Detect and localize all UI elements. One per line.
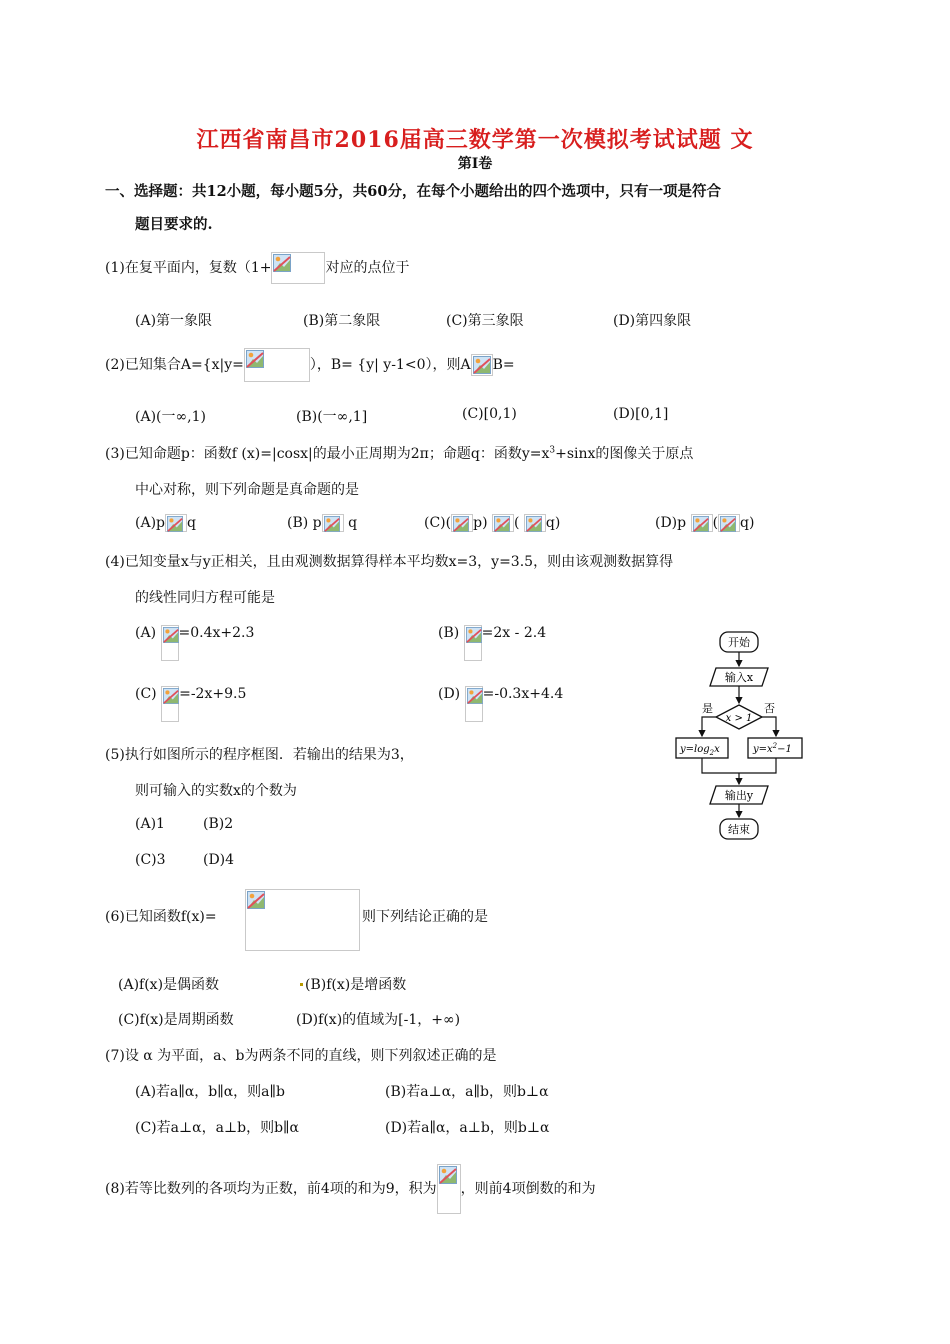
stray-dot bbox=[300, 983, 303, 986]
flow-right-label: $y=x^2-1$ bbox=[753, 742, 792, 755]
q2-stem-b: ），B= {y| y-1<0），则A bbox=[309, 357, 471, 373]
q2-option-a: (A)(一∞,1) bbox=[135, 409, 206, 425]
q3-optd-a: (D)p bbox=[655, 515, 691, 531]
q4-option-b bbox=[438, 625, 546, 661]
y-hat-icon bbox=[465, 686, 483, 722]
q1-option-b: (B)第二象限 bbox=[303, 313, 381, 329]
q3-exponent: 3 bbox=[549, 445, 556, 456]
q6-option-d: (D)f(x)的值域为[-1，+∞) bbox=[296, 1012, 461, 1028]
q6-option-b: (B)f(x)是增函数 bbox=[305, 977, 407, 993]
q7-option-b: (B)若a⊥α，a∥b，则b⊥α bbox=[385, 1084, 549, 1100]
q7-option-d: (D)若a∥α，a⊥b，则b⊥α bbox=[385, 1120, 550, 1136]
q1-option-c: (C)第三象限 bbox=[446, 313, 524, 329]
question-6-stem-b: 则下列结论正确的是 bbox=[362, 909, 488, 925]
question-2 bbox=[105, 348, 515, 382]
logic-symbol-icon bbox=[691, 514, 713, 532]
y-hat-icon bbox=[464, 625, 482, 661]
q1-stem-b: 对应的点位于 bbox=[325, 260, 410, 276]
q3-optc-c: ( bbox=[513, 515, 524, 531]
q6-option-a: (A)f(x)是偶函数 bbox=[118, 977, 220, 993]
y-hat-icon bbox=[161, 625, 179, 661]
q5-option-a: (A)1 bbox=[135, 816, 165, 832]
question-4-cont: 的线性同归方程可能是 bbox=[135, 590, 275, 606]
q3-optd-b: ( bbox=[712, 515, 719, 531]
q3-opta-b: q bbox=[187, 515, 196, 531]
section-heading-cont: 题目要求的. bbox=[135, 216, 213, 233]
question-8 bbox=[105, 1164, 596, 1214]
q4-optd-eq: =-0.3x+4.4 bbox=[482, 686, 564, 702]
question-4: (4)已知变量x与y正相关，且由观测数据算得样本平均数x=3，y=3.5，则由该观测数据算得 bbox=[105, 554, 674, 570]
logic-symbol-icon bbox=[718, 514, 740, 532]
question-3-cont: 中心对称，则下列命题是真命题的是 bbox=[135, 482, 359, 498]
q4-optb-label: (B) bbox=[438, 625, 460, 641]
flow-input-label: 输入x bbox=[724, 671, 754, 684]
program-flowchart bbox=[672, 628, 808, 842]
flow-no-label: 否 bbox=[764, 702, 775, 715]
q2-stem-a: (2)已知集合A={x|y= bbox=[105, 357, 244, 373]
q4-opta-label: (A) bbox=[135, 625, 157, 641]
q3-optc-a: (C)( bbox=[424, 515, 452, 531]
q4-opta-eq: =0.4x+2.3 bbox=[178, 625, 255, 641]
page-title: 江西省南昌市2016届高三数学第一次模拟考试试题 文 bbox=[196, 127, 754, 153]
flow-decision-label: x > 1 bbox=[725, 713, 753, 724]
q4-optb-eq: =2x - 2.4 bbox=[481, 625, 547, 641]
q4-optc-eq: =-2x+9.5 bbox=[179, 686, 247, 702]
q1-option-d: (D)第四象限 bbox=[613, 313, 692, 329]
q2-option-c: (C)[0,1) bbox=[462, 406, 517, 422]
flow-output-label: 输出y bbox=[724, 789, 754, 802]
flow-start-label: 开始 bbox=[728, 636, 750, 649]
q3-optb-a: (B) p bbox=[287, 515, 322, 531]
section-subtitle: 第Ⅰ卷 bbox=[457, 156, 493, 172]
flow-yes-label: 是 bbox=[702, 702, 713, 715]
q1-stem-a: (1)在复平面内，复数（1+ bbox=[105, 260, 272, 276]
logic-symbol-icon bbox=[492, 514, 514, 532]
q5-option-b: (B)2 bbox=[203, 816, 234, 832]
q6-option-c: (C)f(x)是周期函数 bbox=[118, 1012, 234, 1028]
q3-optb-b: q bbox=[343, 515, 358, 531]
q3-line1-b: +sinx的图像关于原点 bbox=[555, 446, 694, 462]
question-7: (7)设 α 为平面，a、b为两条不同的直线，则下列叙述正确的是 bbox=[105, 1048, 497, 1064]
section-heading: 一、选择题：共12小题，每小题5分，共60分，在每个小题给出的四个选项中，只有一项是符合 bbox=[105, 183, 721, 200]
question-5-cont: 则可输入的实数x的个数为 bbox=[135, 783, 297, 799]
q7-option-a: (A)若a∥α，b∥α，则a∥b bbox=[135, 1084, 285, 1100]
q3-option-b bbox=[287, 514, 357, 532]
q2-option-d: (D)[0,1] bbox=[613, 406, 669, 422]
q7-option-c: (C)若a⊥α，a⊥b，则b∥α bbox=[135, 1120, 299, 1136]
q3-option-c bbox=[424, 514, 560, 532]
formula-image-icon bbox=[244, 348, 310, 382]
question-3 bbox=[105, 443, 693, 463]
logic-symbol-icon bbox=[165, 514, 187, 532]
question-5: (5)执行如图所示的程序框图．若输出的结果为3， bbox=[105, 747, 414, 763]
q3-option-d bbox=[655, 514, 754, 532]
y-hat-icon bbox=[161, 686, 179, 722]
logic-symbol-icon bbox=[451, 514, 473, 532]
q4-option-c bbox=[135, 686, 246, 722]
q3-optc-b: p) bbox=[473, 515, 492, 531]
flow-left-label: $y=\log_2x$ bbox=[680, 744, 720, 757]
q3-optc-d: q) bbox=[545, 515, 561, 531]
q3-line1-a: (3)已知命题p：函数f (x)=|cosx|的最小正周期为2π；命题q：函数y=x bbox=[105, 446, 550, 462]
logic-symbol-icon bbox=[524, 514, 546, 532]
q4-option-d bbox=[438, 686, 563, 722]
q8-stem-a: (8)若等比数列的各项均为正数，前4项的和为9，积为 bbox=[105, 1181, 437, 1197]
q2-option-b: (B)(一∞,1] bbox=[296, 409, 368, 425]
q3-option-a bbox=[135, 514, 196, 532]
question-1 bbox=[105, 252, 409, 284]
formula-image-icon bbox=[271, 252, 325, 284]
q4-optc-label: (C) bbox=[135, 686, 157, 702]
logic-symbol-icon bbox=[322, 514, 344, 532]
intersection-symbol-icon bbox=[471, 354, 493, 376]
q3-optd-c: q) bbox=[740, 515, 755, 531]
piecewise-formula-image-icon bbox=[245, 889, 360, 951]
q2-stem-c: B= bbox=[492, 357, 515, 373]
q8-stem-b: ，则前4项倒数的和为 bbox=[460, 1181, 596, 1197]
q5-option-c: (C)3 bbox=[135, 852, 166, 868]
q4-optd-label: (D) bbox=[438, 686, 461, 702]
q1-option-a: (A)第一象限 bbox=[135, 313, 213, 329]
q5-option-d: (D)4 bbox=[203, 852, 235, 868]
flow-end-label: 结束 bbox=[728, 823, 750, 836]
question-6-stem-a: (6)已知函数f(x)= bbox=[105, 909, 217, 925]
formula-image-icon bbox=[437, 1164, 461, 1214]
q3-opta-a: (A)p bbox=[135, 515, 165, 531]
q4-option-a bbox=[135, 625, 254, 661]
